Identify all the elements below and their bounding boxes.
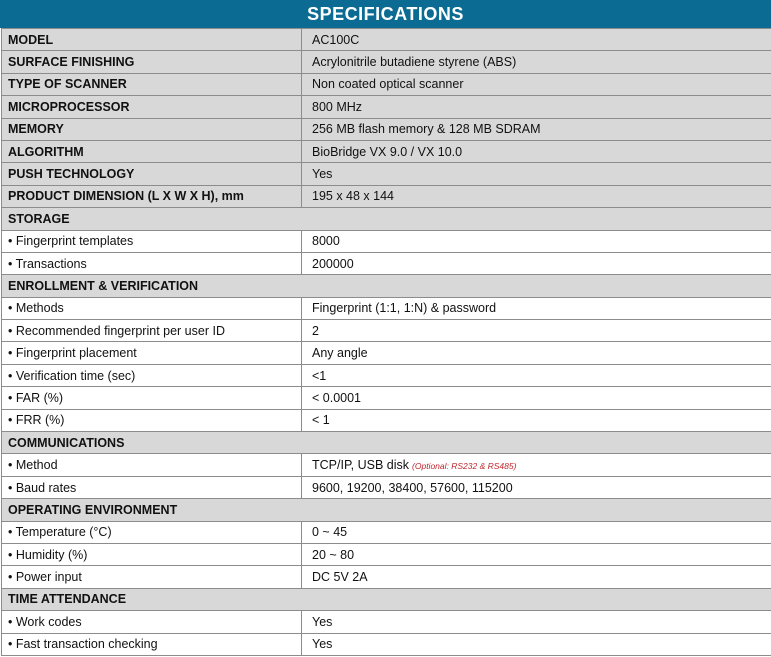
spec-value-cell (302, 320, 771, 342)
specifications-table (1, 28, 771, 656)
spec-item-row (2, 611, 771, 633)
spec-value-cell (302, 633, 771, 655)
spec-value: 800 MHz (312, 99, 363, 114)
spec-value: BioBridge VX 9.0 / VX 10.0 (312, 144, 463, 159)
section-header-label: ENROLLMENT & VERIFICATION (2, 275, 771, 297)
spec-value: Yes (312, 614, 333, 629)
spec-value: 9600, 19200, 38400, 57600, 115200 (312, 480, 513, 495)
spec-value: < 0.0001 (312, 390, 362, 405)
spec-label: ALGORITHM (2, 140, 302, 162)
section-header-row (2, 208, 771, 230)
spec-row (2, 163, 771, 185)
section-header-label: COMMUNICATIONS (2, 432, 771, 454)
spec-label: • Methods (2, 297, 302, 319)
spec-value-cell (302, 364, 771, 386)
spec-label: TYPE OF SCANNER (2, 73, 302, 95)
spec-value-cell (302, 521, 771, 543)
spec-row (2, 140, 771, 162)
spec-label: PUSH TECHNOLOGY (2, 163, 302, 185)
spec-value: 195 x 48 x 144 (312, 189, 395, 204)
section-header-label: OPERATING ENVIRONMENT (2, 499, 771, 521)
spec-value-cell (302, 566, 771, 588)
section-header-row (2, 432, 771, 454)
spec-value: 200000 (312, 256, 354, 271)
spec-value: 0 ~ 45 (312, 525, 348, 540)
specifications-table-body (2, 29, 771, 656)
section-header-label: TIME ATTENDANCE (2, 588, 771, 610)
spec-label: • Fast transaction checking (2, 633, 302, 655)
spec-item-row (2, 364, 771, 386)
spec-value: 256 MB flash memory & 128 MB SDRAM (312, 122, 541, 137)
spec-value: AC100C (312, 32, 360, 47)
spec-value-cell (302, 409, 771, 431)
spec-label: • Recommended fingerprint per user ID (2, 320, 302, 342)
spec-value-cell (302, 230, 771, 252)
spec-item-row (2, 342, 771, 364)
spec-value: Fingerprint (1:1, 1:N) & password (312, 301, 497, 316)
spec-value-cell (302, 543, 771, 565)
spec-label: • Power input (2, 566, 302, 588)
section-header-label: STORAGE (2, 208, 771, 230)
spec-value-cell (302, 297, 771, 319)
spec-item-row (2, 230, 771, 252)
section-header-row (2, 588, 771, 610)
spec-value: Acrylonitrile butadiene styrene (ABS) (312, 55, 517, 70)
spec-label: • Method (2, 454, 302, 476)
spec-label: • Fingerprint templates (2, 230, 302, 252)
spec-label: MODEL (2, 29, 302, 51)
spec-item-row (2, 543, 771, 565)
spec-label: MEMORY (2, 118, 302, 140)
spec-label: SURFACE FINISHING (2, 51, 302, 73)
spec-value: DC 5V 2A (312, 570, 368, 585)
spec-item-row (2, 566, 771, 588)
spec-row (2, 51, 771, 73)
spec-value-cell (302, 29, 771, 51)
spec-value: < 1 (312, 413, 330, 428)
spec-item-row (2, 409, 771, 431)
spec-label: • Work codes (2, 611, 302, 633)
spec-value-cell (302, 476, 771, 498)
spec-value-cell (302, 387, 771, 409)
spec-item-row (2, 297, 771, 319)
spec-row (2, 73, 771, 95)
spec-value-cell (302, 185, 771, 207)
spec-item-row (2, 454, 771, 476)
spec-value: Yes (312, 637, 333, 652)
spec-value: Non coated optical scanner (312, 77, 464, 92)
spec-item-row (2, 252, 771, 274)
spec-value-cell (302, 611, 771, 633)
spec-row (2, 96, 771, 118)
spec-label: • Verification time (sec) (2, 364, 302, 386)
spec-row (2, 29, 771, 51)
spec-row (2, 185, 771, 207)
spec-item-row (2, 320, 771, 342)
spec-value: 2 (312, 323, 319, 338)
spec-value: TCP/IP, USB disk (312, 457, 410, 472)
spec-label: • Temperature (°C) (2, 521, 302, 543)
spec-label: • FRR (%) (2, 409, 302, 431)
spec-row (2, 118, 771, 140)
spec-value-cell (302, 454, 771, 476)
spec-value-cell (302, 342, 771, 364)
spec-label: MICROPROCESSOR (2, 96, 302, 118)
spec-value-cell (302, 140, 771, 162)
spec-value: 20 ~ 80 (312, 547, 355, 562)
section-header-row (2, 275, 771, 297)
spec-value-cell (302, 118, 771, 140)
spec-value-cell (302, 163, 771, 185)
spec-item-row (2, 521, 771, 543)
spec-value: Any angle (312, 346, 368, 361)
spec-label: • Baud rates (2, 476, 302, 498)
spec-item-row (2, 633, 771, 655)
spec-label: PRODUCT DIMENSION (L X W X H), mm (2, 185, 302, 207)
spec-value: Yes (312, 167, 333, 182)
spec-value-cell (302, 73, 771, 95)
spec-value-cell (302, 96, 771, 118)
spec-label: • Transactions (2, 252, 302, 274)
spec-value-cell (302, 51, 771, 73)
spec-value: 8000 (312, 234, 340, 249)
spec-value-cell (302, 252, 771, 274)
section-header-row (2, 499, 771, 521)
spec-item-row (2, 476, 771, 498)
spec-label: • FAR (%) (2, 387, 302, 409)
spec-value: <1 (312, 368, 327, 383)
spec-label: • Fingerprint placement (2, 342, 302, 364)
specifications-title: SPECIFICATIONS (0, 0, 771, 28)
spec-label: • Humidity (%) (2, 543, 302, 565)
spec-item-row (2, 387, 771, 409)
optional-note: (Optional: RS232 & RS485) (412, 460, 517, 471)
